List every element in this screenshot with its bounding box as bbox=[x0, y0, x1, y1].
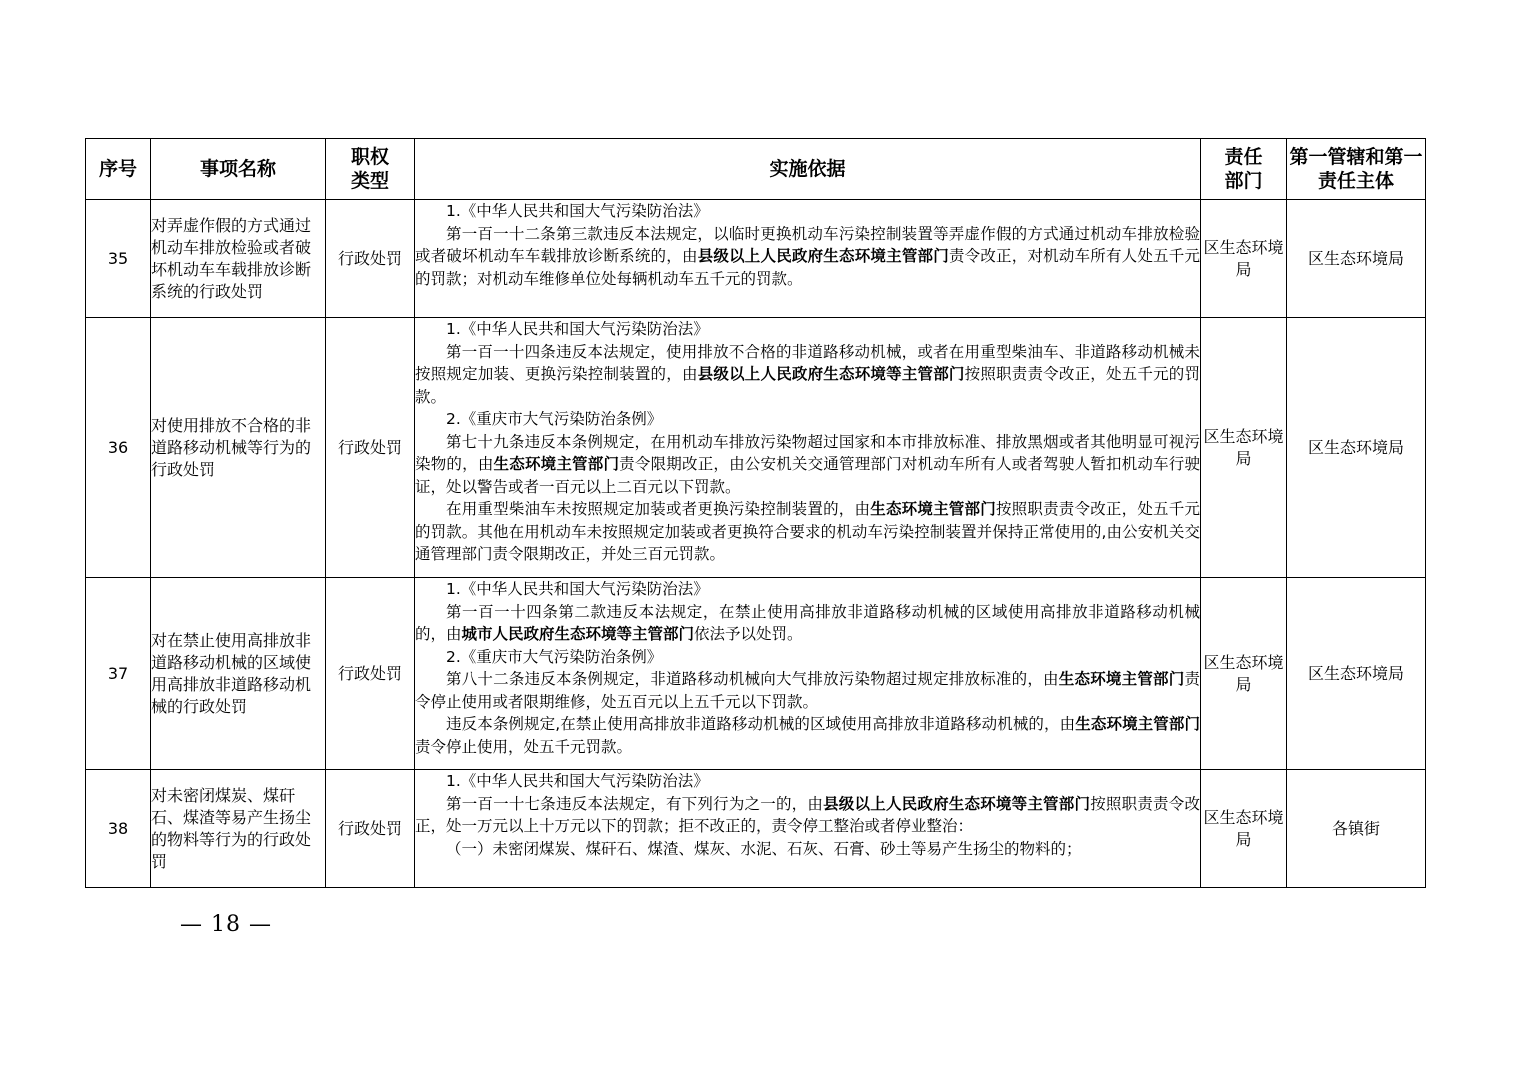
legal-basis bbox=[415, 318, 1201, 578]
header-type: 职权类型 bbox=[326, 139, 415, 200]
responsible-dept: 区生态环境局 bbox=[1201, 770, 1287, 888]
basis-law-title: 1.《中华人民共和国大气污染防治法》 bbox=[446, 580, 709, 598]
basis-law-title: 1.《中华人民共和国大气污染防治法》 bbox=[446, 320, 709, 338]
responsible-authority: 城市人民政府生态环境等主管部门 bbox=[461, 625, 695, 643]
item-name: 对未密闭煤炭、煤矸石、煤渣等易产生扬尘的物料等行为的行政处罚 bbox=[151, 770, 326, 888]
row-number: 36 bbox=[86, 318, 151, 578]
enforcement-table bbox=[85, 138, 1426, 888]
basis-article: 第一百一十七条违反本法规定，有下列行为之一的，由县级以上人民政府生态环境等主管部门按照职责责令改正，处一万元以上十万元以下的罚款；拒不改正的，责令停工整治或者停业整治： bbox=[415, 794, 1200, 835]
row-number: 38 bbox=[86, 770, 151, 888]
row-number: 35 bbox=[86, 200, 151, 318]
responsible-dept: 区生态环境局 bbox=[1201, 200, 1287, 318]
basis-article: 在用重型柴油车未按照规定加装或者更换污染控制装置的，由生态环境主管部门按照职责责令改正，处五千元的罚款。其他在用机动车未按照规定加装或者更换符合要求的机动车污染控制装置并保持正常使用的,由公安机关交通管理部门责令限期改正，并处三百元罚款。 bbox=[415, 500, 1200, 563]
responsible-authority: 县级以上人民政府生态环境等主管部门 bbox=[697, 365, 965, 383]
row-number: 37 bbox=[86, 578, 151, 770]
responsible-authority: 生态环境主管部门 bbox=[870, 500, 996, 518]
legal-basis bbox=[415, 770, 1201, 888]
authority-type: 行政处罚 bbox=[326, 200, 415, 318]
basis-article: 第一百一十四条违反本法规定，使用排放不合格的非道路移动机械，或者在用重型柴油车、非道路移动机械未按照规定加装、更换污染控制装置的，由县级以上人民政府生态环境等主管部门按照职责责令改正，处五千元的罚款。 bbox=[415, 342, 1200, 406]
basis-law-title: 2.《重庆市大气污染防治条例》 bbox=[446, 647, 663, 666]
table-header-row bbox=[86, 139, 1426, 200]
table-row bbox=[86, 770, 1426, 888]
header-dept: 责任部门 bbox=[1201, 139, 1287, 200]
table-row bbox=[86, 578, 1426, 770]
responsible-authority: 县级以上人民政府生态环境等主管部门 bbox=[823, 794, 1091, 813]
basis-law-title: 2.《重庆市大气污染防治条例》 bbox=[446, 410, 663, 428]
basis-law-title: 1.《中华人民共和国大气污染防治法》 bbox=[446, 202, 709, 220]
responsible-authority: 生态环境主管部门 bbox=[1058, 670, 1185, 688]
basis-law-title: 1.《中华人民共和国大气污染防治法》 bbox=[446, 772, 709, 790]
legal-basis bbox=[415, 578, 1201, 770]
first-responsible-subject: 区生态环境局 bbox=[1287, 200, 1426, 318]
basis-article: 第一百一十四条第二款违反本法规定，在禁止使用高排放非道路移动机械的区域使用高排放非道路移动机械的，由城市人民政府生态环境等主管部门依法予以处罚。 bbox=[415, 602, 1200, 643]
item-name: 对弄虚作假的方式通过机动车排放检验或者破坏机动车车载排放诊断系统的行政处罚 bbox=[151, 200, 326, 318]
basis-article: 第一百一十二条第三款违反本法规定，以临时更换机动车污染控制装置等弄虚作假的方式通过机动车排放检验或者破坏机动车车载排放诊断系统的，由县级以上人民政府生态环境主管部门责令改正，对机动车所有人处五千元的罚款；对机动车维修单位处每辆机动车五千元的罚款。 bbox=[415, 224, 1200, 288]
first-responsible-subject: 区生态环境局 bbox=[1287, 318, 1426, 578]
item-name: 对在禁止使用高排放非道路移动机械的区域使用高排放非道路移动机械的行政处罚 bbox=[151, 578, 326, 770]
authority-type: 行政处罚 bbox=[326, 578, 415, 770]
responsible-dept: 区生态环境局 bbox=[1201, 318, 1287, 578]
header-num: 序号 bbox=[86, 139, 151, 200]
responsible-authority: 生态环境主管部门 bbox=[493, 455, 620, 473]
basis-clause: （一）未密闭煤炭、煤矸石、煤渣、煤灰、水泥、石灰、石膏、砂土等易产生扬尘的物料的； bbox=[446, 839, 1082, 858]
basis-article: 第八十二条违反本条例规定，非道路移动机械向大气排放污染物超过规定排放标准的，由生态环境主管部门责令停止使用或者限期维修，处五百元以上五千元以下罚款。 bbox=[415, 670, 1200, 711]
basis-article: 第七十九条违反本条例规定，在用机动车排放污染物超过国家和本市排放标准、排放黑烟或者其他明显可视污染物的，由生态环境主管部门责令限期改正，由公安机关交通管理部门对机动车所有人或者驾驶人暂扣机动车行驶证，处以警告或者一百元以上二百元以下罚款。 bbox=[415, 432, 1200, 496]
header-name: 事项名称 bbox=[151, 139, 326, 200]
first-responsible-subject: 区生态环境局 bbox=[1287, 578, 1426, 770]
responsible-dept: 区生态环境局 bbox=[1201, 578, 1287, 770]
table-row bbox=[86, 318, 1426, 578]
authority-type: 行政处罚 bbox=[326, 318, 415, 578]
responsible-authority: 生态环境主管部门 bbox=[1075, 715, 1200, 733]
table-row bbox=[86, 200, 1426, 318]
basis-article: 违反本条例规定,在禁止使用高排放非道路移动机械的区域使用高排放非道路移动机械的，由生态环境主管部门责令停止使用，处五千元罚款。 bbox=[415, 715, 1200, 756]
responsible-authority: 县级以上人民政府生态环境主管部门 bbox=[697, 247, 949, 265]
header-subject: 第一管辖和第一责任主体 bbox=[1287, 139, 1426, 200]
item-name: 对使用排放不合格的非道路移动机械等行为的行政处罚 bbox=[151, 318, 326, 578]
authority-type: 行政处罚 bbox=[326, 770, 415, 888]
first-responsible-subject: 各镇街 bbox=[1287, 770, 1426, 888]
page-number: — 18 — bbox=[180, 912, 272, 937]
header-basis: 实施依据 bbox=[415, 139, 1201, 200]
legal-basis bbox=[415, 200, 1201, 318]
